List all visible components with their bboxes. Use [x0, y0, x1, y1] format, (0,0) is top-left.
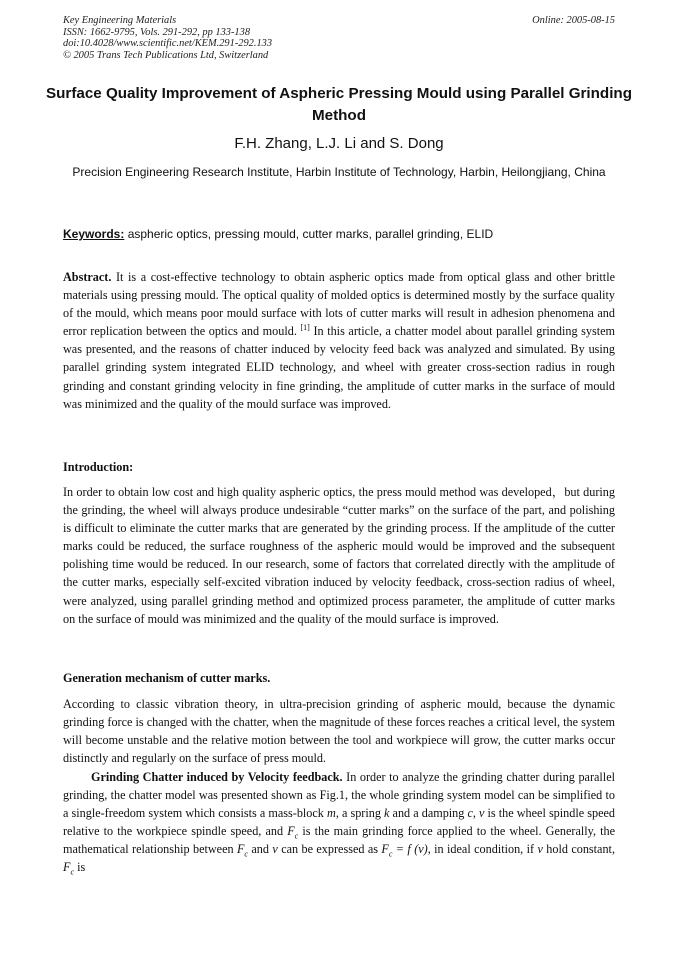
author-affiliation: Precision Engineering Research Institute, Harbin Institute of Technology, Harbin, Heilongjiang, China	[72, 165, 606, 179]
chatter-text: , in ideal condition, if	[427, 842, 538, 857]
math-fc: F	[63, 860, 71, 875]
copyright-line: © 2005 Trans Tech Publications Ltd, Switzerland	[63, 49, 269, 61]
math-fc-sub: c	[294, 831, 299, 841]
math-fc-sub: c	[70, 867, 75, 877]
chatter-text: and	[247, 842, 273, 857]
generation-heading: Generation mechanism of cutter marks.	[63, 671, 271, 685]
journal-name: Key Engineering Materials	[63, 15, 177, 26]
math-v: v	[537, 842, 543, 857]
math-fc-sub: c	[388, 849, 393, 859]
keywords-label: Keywords:	[63, 227, 125, 241]
journal-header	[63, 15, 615, 61]
math-k: k	[384, 806, 390, 821]
math-fc: F	[287, 824, 295, 839]
chatter-text: is the main grinding force applied to the wheel. Generally, the mathematical relationship between	[63, 824, 616, 857]
math-fc-sub: c	[244, 849, 248, 859]
doi-line: doi:10.4028/www.scientific.net/KEM.291-292.133	[63, 38, 273, 49]
equation-rhs: = f (v)	[392, 842, 428, 857]
online-date: Online: 2005-08-15	[532, 15, 615, 26]
generation-paragraph: According to classic vibration theory, in ultra-precision grinding of aspheric mould, because the dynamic grinding force is changed with the chatter, when the magnitude of these forces reaches a critical level, the system will become unstable and the relative motion between the tool and workpiece will grow, the cutter marks occur distinctly and regularly on the surface of press mould.	[63, 697, 615, 766]
math-fc: F	[236, 842, 245, 857]
chatter-text: In order to analyze the grinding chatter during parallel grinding, the chatter model was presented shown as Fig.1, the whole grinding system model can be simplified to a single-freedom system which consists a mass-block	[63, 770, 615, 821]
abstract-text-1: It is a cost-effective technology to obtain aspheric optics made from optical glass and other brittle materials using pressing mould. The optical quality of molded optics is determined mostly by the surface quality of the mould, which means poor mould surface with lots of cutter marks will result in adhesion phenomena and error replication between the optics and mould.	[63, 270, 615, 339]
citation-ref: [1]	[300, 323, 310, 333]
keywords-line	[63, 226, 615, 242]
chatter-paragraph	[63, 768, 615, 877]
chatter-label: Grinding Chatter induced by Velocity feedback.	[91, 770, 343, 784]
keywords-text: aspheric optics, pressing mould, cutter marks, parallel grinding, ELID	[124, 227, 494, 241]
math-fc: F	[381, 842, 389, 857]
chatter-text: , a spring	[335, 806, 385, 821]
math-v: v	[272, 842, 278, 857]
abstract-label: Abstract.	[63, 270, 112, 284]
math-v: v	[479, 806, 485, 821]
issn-line: ISSN: 1662-9795, Vols. 291-292, pp 133-138	[63, 26, 251, 38]
abstract-text-2: In this article, a chatter model about parallel grinding system was presented, and the reasons of chatter induced by velocity feed back was analyzed and simulated. By using parallel grinding system integrated ELID technology, and wheel with greater cross-section radius in rough grinding and constant grinding velocity in fine grinding, the amplitude of cutter marks in the surface of mould was minimized and the quality of the mould surface was improved.	[63, 324, 616, 411]
chatter-text: hold constant,	[542, 842, 615, 857]
chatter-text: is the wheel spindle speed relative to the workpiece spindle speed, and	[63, 806, 615, 839]
paper-title: Surface Quality Improvement of Aspheric Pressing Mould using Parallel Grinding Method	[46, 85, 632, 124]
math-c: c	[467, 806, 473, 821]
math-m: m	[327, 806, 336, 821]
chatter-text: ,	[472, 806, 480, 821]
chatter-text: can be expressed as	[277, 842, 382, 857]
abstract-paragraph	[63, 268, 615, 413]
introduction-heading: Introduction:	[63, 460, 134, 474]
chatter-text: is	[74, 860, 86, 875]
introduction-paragraph: In order to obtain low cost and high quality aspheric optics, the press mould method was developed，but during the grinding, the wheel will always produce undesirable “cutter marks” on the surface of the part, and polishing is difficult to eliminate the cutter marks that are generated by the grinding process. If the amplitude of the cutter marks could be reduced, the surface roughness of the aspheric mould would be improved and the subsequent polishing time would be reduced. In our research, some of factors that correlated directly with the amplitude of the cutter marks, especially self-excited vibration induced by velocity feedback, cross-section radius of wheel, were analyzed, using parallel grinding method and optimized process parameter, the amplitude of cutter marks on the surface of mould was minimized and the quality of the mould surface is improved.	[63, 485, 615, 626]
paper-authors: F.H. Zhang, L.J. Li and S. Dong	[234, 135, 444, 152]
chatter-text: and a damping	[389, 806, 468, 821]
